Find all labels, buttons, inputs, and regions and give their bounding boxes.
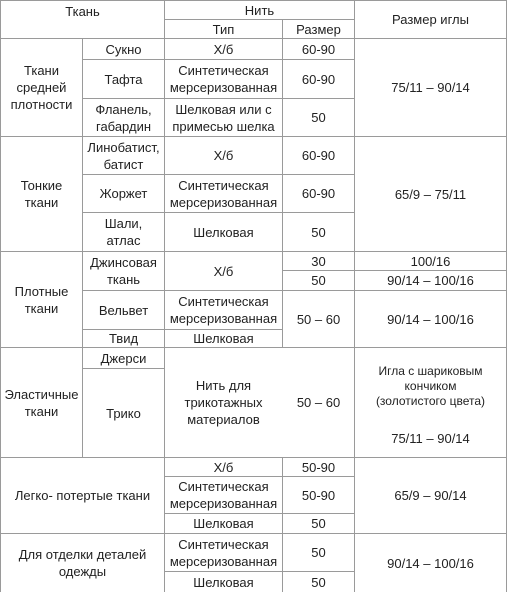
needle-size-cell: 75/11 – 90/14 xyxy=(391,430,470,446)
thread-type-cell: Шелковая xyxy=(193,516,254,531)
group-name-medium: Ткани средней плотности xyxy=(10,63,73,112)
fabric-cell: Тафта xyxy=(104,71,143,87)
needle-note: Игла с шариковым кончиком (золотистого цвета) xyxy=(375,363,486,408)
thread-type-cell: Синтетическая мерсеризованная xyxy=(169,294,278,326)
needle-size-cell: 90/14 – 100/16 xyxy=(387,273,474,288)
thread-type-cell: Шелковая xyxy=(193,331,254,346)
fabric-cell: Жоржет xyxy=(99,186,148,201)
needle-size-cell: 75/11 – 90/14 xyxy=(391,80,470,95)
thread-size-cell: 50 xyxy=(311,224,326,240)
needle-size-cell: 100/16 xyxy=(410,253,451,269)
thread-size-cell: 50 xyxy=(311,110,326,125)
thread-type-cell: Синтетическая мерсеризованная xyxy=(169,177,278,210)
group-name-thin: Тонкие ткани xyxy=(20,178,63,210)
thread-size-cell: 60-90 xyxy=(301,186,336,201)
needle-size-cell: 65/9 – 75/11 xyxy=(394,186,467,202)
thread-type-cell: Синтетическая мерсеризованная xyxy=(169,536,278,569)
header-needle-size: Размер иглы xyxy=(392,12,469,27)
fabric-cell: Трико xyxy=(106,405,141,421)
thread-type-cell: Х/б xyxy=(213,459,234,475)
thread-size-cell: 50-90 xyxy=(301,459,336,475)
thread-size-cell: 50 xyxy=(311,516,326,531)
fabric-cell: Джерси xyxy=(100,350,147,366)
fabric-cell: Джинсовая ткань xyxy=(90,255,157,287)
fabric-cell: Шали, атлас xyxy=(104,216,143,248)
group-name-easy-wear: Легко- потертые ткани xyxy=(14,488,151,503)
fabric-cell: Сукно xyxy=(105,41,142,57)
thread-size-cell: 50 xyxy=(311,273,326,288)
thread-size-cell: 50 – 60 xyxy=(296,311,341,327)
thread-size-cell: 50 xyxy=(311,545,326,560)
header-thread-type: Тип xyxy=(212,21,235,37)
thread-size-cell: 50-90 xyxy=(301,487,336,503)
thread-type-cell: Синтетическая мерсеризованная xyxy=(169,63,278,95)
thread-size-cell: 30 xyxy=(311,253,326,269)
fabric-cell: Вельвет xyxy=(98,302,149,318)
thread-type-cell: Х/б xyxy=(213,41,234,57)
thread-size-cell: 50 – 60 xyxy=(296,395,341,410)
header-fabric: Ткань xyxy=(65,4,100,19)
group-name-finishing: Для отделки деталей одежды xyxy=(18,547,147,579)
needle-size-cell: 90/14 – 100/16 xyxy=(387,555,474,571)
thread-type-cell: Шелковая xyxy=(193,224,254,240)
thread-size-cell: 60-90 xyxy=(301,148,336,163)
thread-type-cell: Нить для трикотажных материалов xyxy=(184,378,263,427)
thread-type-cell: Х/б xyxy=(213,263,234,279)
thread-size-cell: 60-90 xyxy=(301,71,336,87)
thread-type-cell: Синтетическая мерсеризованная xyxy=(169,479,278,511)
header-thread: Нить xyxy=(244,2,275,18)
fabric-cell: Фланель, габардин xyxy=(95,101,152,134)
group-name-elastic: Эластичные ткани xyxy=(4,386,79,419)
thread-type-cell: Х/б xyxy=(213,148,234,163)
thread-type-cell: Шелковая или с примесью шелка xyxy=(172,101,275,134)
needle-size-cell: 90/14 – 100/16 xyxy=(387,311,474,327)
needle-size-cell: 65/9 – 90/14 xyxy=(394,488,467,503)
group-name-dense: Плотные ткани xyxy=(14,283,69,316)
thread-size-cell: 60-90 xyxy=(301,41,336,57)
fabric-cell: Твид xyxy=(108,331,139,346)
thread-type-cell: Шелковая xyxy=(193,574,254,590)
fabric-cell: Линобатист, батист xyxy=(87,139,160,172)
header-thread-size: Размер xyxy=(296,21,341,37)
thread-size-cell: 50 xyxy=(311,574,326,590)
